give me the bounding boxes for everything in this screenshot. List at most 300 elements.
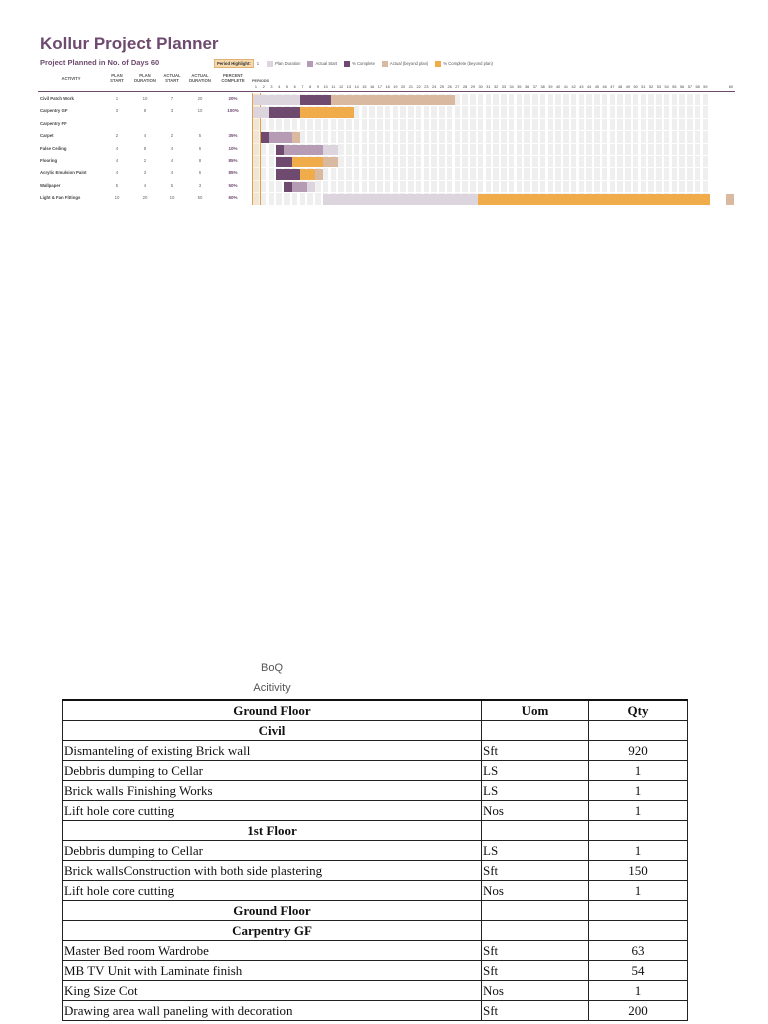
percent-complete-value: 50% [228, 182, 238, 188]
period-tick: 14 [354, 85, 359, 89]
actual-duration-value: 3 [198, 182, 202, 188]
period-cell [470, 181, 476, 192]
boq-activity-cell: Master Bed room Wardrobe [63, 941, 482, 961]
period-cell [439, 119, 445, 130]
period-cell [369, 168, 375, 179]
period-cell [563, 106, 569, 117]
gantt-bar-plan [253, 95, 300, 105]
period-cell [455, 119, 461, 130]
period-tick: 1 [254, 85, 257, 89]
period-cell [439, 131, 445, 142]
period-cell [633, 131, 639, 142]
boq-qty-cell: 1 [589, 761, 688, 781]
period-cell [362, 156, 368, 167]
period-tick: 33 [501, 85, 506, 89]
period-cell [602, 144, 608, 155]
period-cell [656, 156, 662, 167]
boq-uom-cell: Sft [482, 741, 589, 761]
period-cell [493, 168, 499, 179]
period-cell [617, 119, 623, 130]
gantt-bar-beyond [315, 169, 323, 179]
col-percent-complete: PERCENT COMPLETE [221, 73, 245, 83]
period-tick: 37 [532, 85, 537, 89]
period-cell [385, 168, 391, 179]
legend-label: Plan Duration [275, 61, 301, 66]
period-cell [563, 94, 569, 105]
period-cell [579, 144, 585, 155]
boq-uom-cell: Nos [482, 981, 589, 1001]
boq-activity-cell: Lift hole core cutting [63, 801, 482, 821]
period-cell [354, 156, 360, 167]
gantt-bar-beyond-complete [478, 194, 711, 204]
boq-item-row [63, 1001, 688, 1021]
period-cell [555, 168, 561, 179]
period-cell [633, 168, 639, 179]
period-cell [602, 131, 608, 142]
period-tick: 21 [408, 85, 413, 89]
period-cell [486, 131, 492, 142]
period-cell [393, 131, 399, 142]
period-cell [261, 181, 267, 192]
period-cell [579, 156, 585, 167]
period-cell [470, 156, 476, 167]
period-cell [610, 119, 616, 130]
plan-duration-value: 8 [143, 108, 147, 114]
period-cell [431, 156, 437, 167]
legend-swatch [344, 61, 350, 67]
col-actual-start: ACTUAL START [163, 73, 181, 83]
period-cell [656, 119, 662, 130]
period-cell [276, 181, 282, 192]
period-cell [431, 144, 437, 155]
percent-complete-value: 85% [228, 158, 238, 163]
period-cell [261, 193, 267, 204]
period-tick: 41 [563, 85, 568, 89]
period-cell [633, 94, 639, 105]
period-cell [493, 144, 499, 155]
period-cell [571, 119, 577, 130]
period-tick: 35 [517, 85, 522, 89]
period-cell [462, 119, 468, 130]
period-tick: 51 [641, 85, 646, 89]
period-cell [633, 144, 639, 155]
boq-qty-cell [589, 721, 688, 741]
period-cell [455, 144, 461, 155]
period-cell [447, 131, 453, 142]
period-cell [586, 106, 592, 117]
legend-item [267, 61, 300, 67]
boq-uom-cell: Sft [482, 1001, 589, 1021]
col-activity: ACTIVITY [61, 76, 81, 81]
period-cell [354, 181, 360, 192]
period-cell [478, 94, 484, 105]
period-cell [501, 119, 507, 130]
boq-activity-cell: Debbris dumping to Cellar [63, 761, 482, 781]
period-cell [610, 94, 616, 105]
period-cell [307, 131, 313, 142]
boq-activity-cell: King Size Cot [63, 981, 482, 1001]
period-tick: 32 [494, 85, 499, 89]
plan-duration-value: 10 [142, 96, 148, 101]
period-cell [695, 181, 701, 192]
period-cell [455, 168, 461, 179]
boq-activity-cell: MB TV Unit with Laminate finish [63, 961, 482, 981]
percent-complete-value: 20% [228, 96, 238, 101]
period-tick: 57 [687, 85, 692, 89]
period-cell [323, 181, 329, 192]
period-cell [617, 181, 623, 192]
period-cell [664, 156, 670, 167]
period-cell [540, 181, 546, 192]
period-cell [377, 106, 383, 117]
period-cell [338, 131, 344, 142]
period-cell [354, 144, 360, 155]
period-cell [385, 181, 391, 192]
actual-start-value: 4 [170, 145, 174, 151]
period-cell [400, 119, 406, 130]
period-tick: 19 [393, 85, 398, 89]
boq-header-qty: Qty [589, 700, 688, 721]
period-cell [393, 119, 399, 130]
period-cell [625, 94, 631, 105]
period-cell [625, 168, 631, 179]
activity-name: False Ceiling [40, 145, 67, 151]
period-cell [602, 168, 608, 179]
period-cell [416, 119, 422, 130]
period-cell [362, 131, 368, 142]
gantt-bar-complete [276, 169, 299, 179]
period-cell [664, 144, 670, 155]
actual-start-value: 10 [169, 195, 175, 201]
period-cell [679, 94, 685, 105]
gantt-bar-beyond-complete [300, 107, 354, 117]
period-highlight-value[interactable]: 1 [256, 61, 260, 66]
boq-uom-cell: LS [482, 761, 589, 781]
period-cell [284, 119, 290, 130]
period-tick: 23 [424, 85, 429, 89]
period-tick: 26 [447, 85, 452, 89]
period-cell [672, 181, 678, 192]
legend-item [344, 61, 375, 67]
boq-activity-cell: Brick walls Finishing Works [63, 781, 482, 801]
period-tick: 45 [594, 85, 599, 89]
period-cell [431, 131, 437, 142]
period-tick: 20 [401, 85, 406, 89]
period-cell [377, 168, 383, 179]
plan-duration-value: 4 [143, 133, 147, 139]
plan-start-value: 4 [115, 145, 119, 151]
period-cell [687, 106, 693, 117]
period-cell [579, 119, 585, 130]
gantt-bar-plan [323, 145, 339, 155]
period-cell [563, 168, 569, 179]
period-cell [641, 106, 647, 117]
period-cell [555, 181, 561, 192]
period-cell [431, 106, 437, 117]
period-cell [393, 181, 399, 192]
period-cell [509, 94, 515, 105]
period-cell [346, 119, 352, 130]
period-cell [501, 181, 507, 192]
boq-item-row [63, 961, 688, 981]
period-cell [385, 144, 391, 155]
period-tick: 50 [633, 85, 638, 89]
period-cell [656, 144, 662, 155]
period-cell [369, 131, 375, 142]
boq-section-row [63, 921, 688, 941]
boq-table [62, 699, 688, 1021]
legend-label: % Complete [352, 61, 375, 66]
period-cell [532, 144, 538, 155]
period-cell [602, 106, 608, 117]
period-cell [703, 168, 709, 179]
period-cell [594, 131, 600, 142]
period-cell [261, 168, 267, 179]
period-tick: 30 [478, 85, 483, 89]
period-cell [424, 119, 430, 130]
period-tick: 22 [416, 85, 421, 89]
boq-item-row [63, 781, 688, 801]
period-cell [532, 181, 538, 192]
period-cell [703, 119, 709, 130]
period-tick: 9 [316, 85, 319, 89]
gantt-bar-complete [261, 132, 269, 142]
period-cell [524, 181, 530, 192]
period-tick: 2 [262, 85, 265, 89]
period-cell [617, 144, 623, 155]
period-cell [455, 156, 461, 167]
period-cell [331, 168, 337, 179]
period-cell [509, 106, 515, 117]
period-cell [625, 181, 631, 192]
period-cell [517, 106, 523, 117]
boq-qty-cell: 1 [589, 841, 688, 861]
gantt-bar-complete [276, 157, 292, 167]
period-cell [524, 144, 530, 155]
period-cell [594, 119, 600, 130]
period-cell [424, 131, 430, 142]
period-tick: 7 [301, 85, 304, 89]
period-cell [563, 144, 569, 155]
legend-label: % Complete (beyond plan) [443, 61, 493, 66]
period-cell [478, 106, 484, 117]
period-cell [664, 119, 670, 130]
period-cell [641, 144, 647, 155]
period-cell [377, 181, 383, 192]
legend-swatch [307, 61, 313, 67]
period-cell [594, 156, 600, 167]
period-tick: 48 [618, 85, 623, 89]
period-cell [486, 156, 492, 167]
period-cell [579, 106, 585, 117]
boq-activity-cell: Civil [63, 721, 482, 741]
period-cell [548, 168, 554, 179]
period-cell [408, 106, 414, 117]
period-cell [462, 181, 468, 192]
boq-qty-cell [589, 921, 688, 941]
actual-duration-value: 6 [198, 170, 202, 176]
boq-item-row [63, 741, 688, 761]
period-cell [493, 181, 499, 192]
period-cell [323, 168, 329, 179]
boq-uom-cell: LS [482, 841, 589, 861]
period-cell [548, 131, 554, 142]
boq-qty-cell: 1 [589, 801, 688, 821]
period-cell [455, 106, 461, 117]
period-cell [517, 181, 523, 192]
period-cell [555, 144, 561, 155]
period-cell [602, 119, 608, 130]
period-cell [338, 168, 344, 179]
percent-complete-value: 60% [228, 195, 238, 201]
boq-qty-cell: 63 [589, 941, 688, 961]
period-tick: 52 [649, 85, 654, 89]
activity-name: Acrylic Emulsion Paint [40, 170, 87, 176]
gantt-bar-complete [269, 107, 300, 117]
period-cell [656, 131, 662, 142]
period-cell [540, 144, 546, 155]
period-cell [377, 131, 383, 142]
period-cell [641, 156, 647, 167]
period-cell [269, 144, 275, 155]
period-cell [470, 94, 476, 105]
period-cell [300, 131, 306, 142]
period-cell [447, 106, 453, 117]
period-cell [602, 156, 608, 167]
period-cell [300, 119, 306, 130]
col-plan-duration: PLAN DURATION [134, 73, 156, 83]
period-cell [470, 131, 476, 142]
period-cell [610, 156, 616, 167]
period-cell [276, 193, 282, 204]
period-cell [610, 144, 616, 155]
period-cell [532, 94, 538, 105]
period-cell [656, 94, 662, 105]
period-cell [470, 144, 476, 155]
plan-duration-value: 4 [143, 182, 147, 188]
period-cell [548, 106, 554, 117]
period-cell [354, 106, 360, 117]
period-cell [509, 168, 515, 179]
boq-item-row [63, 801, 688, 821]
period-tick: 58 [695, 85, 700, 89]
period-highlight-label: Period Highlight: [214, 59, 254, 68]
actual-duration-value: 6 [198, 145, 202, 151]
period-cell [687, 119, 693, 130]
boq-activity-cell: Drawing area wall paneling with decoration [63, 1001, 482, 1021]
period-cell [424, 106, 430, 117]
period-tick: 60 [728, 85, 734, 89]
period-cell [292, 193, 298, 204]
period-cell [664, 168, 670, 179]
period-cell [315, 119, 321, 130]
period-cell [424, 144, 430, 155]
period-cell [555, 156, 561, 167]
actual-start-value: 7 [170, 96, 174, 101]
boq-qty-cell [589, 901, 688, 921]
period-cell [439, 168, 445, 179]
period-cell [346, 131, 352, 142]
period-cell [501, 156, 507, 167]
boq-item-row [63, 941, 688, 961]
period-cell [362, 181, 368, 192]
boq-uom-cell: LS [482, 781, 589, 801]
period-tick: 27 [455, 85, 460, 89]
period-cell [610, 131, 616, 142]
col-actual-duration: ACTUAL DURATION [189, 73, 211, 83]
period-cell [571, 144, 577, 155]
period-cell [331, 131, 337, 142]
period-cell [540, 119, 546, 130]
boq-item-row [63, 981, 688, 1001]
percent-complete-value: 10% [228, 145, 238, 151]
period-tick: 12 [339, 85, 344, 89]
period-cell [656, 106, 662, 117]
boq-activity-cell: Carpentry GF [63, 921, 482, 941]
period-cell [540, 168, 546, 179]
period-cell [424, 181, 430, 192]
period-cell [532, 156, 538, 167]
period-cell [695, 144, 701, 155]
period-cell [276, 119, 282, 130]
period-cell [571, 106, 577, 117]
period-cell [610, 168, 616, 179]
period-cell [532, 119, 538, 130]
period-cell [447, 144, 453, 155]
period-cell [362, 119, 368, 130]
period-cell [703, 131, 709, 142]
period-cell [540, 156, 546, 167]
period-cell [284, 193, 290, 204]
actual-start-value: 2 [170, 133, 174, 139]
gantt-bar-beyond [331, 95, 455, 105]
plan-start-value: 4 [115, 158, 119, 163]
period-cell [672, 106, 678, 117]
period-cell [579, 131, 585, 142]
period-cell [400, 168, 406, 179]
period-tick: 11 [331, 85, 336, 89]
boq-uom-cell: Sft [482, 961, 589, 981]
activity-name: Carpentry FF [40, 120, 67, 126]
boq-subheading: Acitivity [253, 682, 291, 694]
period-cell [633, 106, 639, 117]
period-cell [501, 144, 507, 155]
period-tick: 46 [602, 85, 607, 89]
percent-complete-value: 100% [227, 108, 239, 114]
boq-qty-cell: 920 [589, 741, 688, 761]
boq-header-activity: Ground Floor [63, 700, 482, 721]
boq-qty-cell: 150 [589, 861, 688, 881]
period-cell [369, 181, 375, 192]
period-cell [323, 131, 329, 142]
period-cell [672, 131, 678, 142]
period-cell [478, 144, 484, 155]
period-cell [331, 181, 337, 192]
period-cell [586, 144, 592, 155]
period-cell [679, 119, 685, 130]
period-cell [617, 168, 623, 179]
period-tick: 6 [293, 85, 296, 89]
period-cell [571, 156, 577, 167]
period-cell [586, 156, 592, 167]
period-cell [579, 181, 585, 192]
period-cell [555, 106, 561, 117]
period-tick: 54 [664, 85, 669, 89]
legend-swatch [435, 61, 441, 67]
boq-qty-cell [589, 821, 688, 841]
boq-section-row [63, 901, 688, 921]
period-cell [524, 156, 530, 167]
